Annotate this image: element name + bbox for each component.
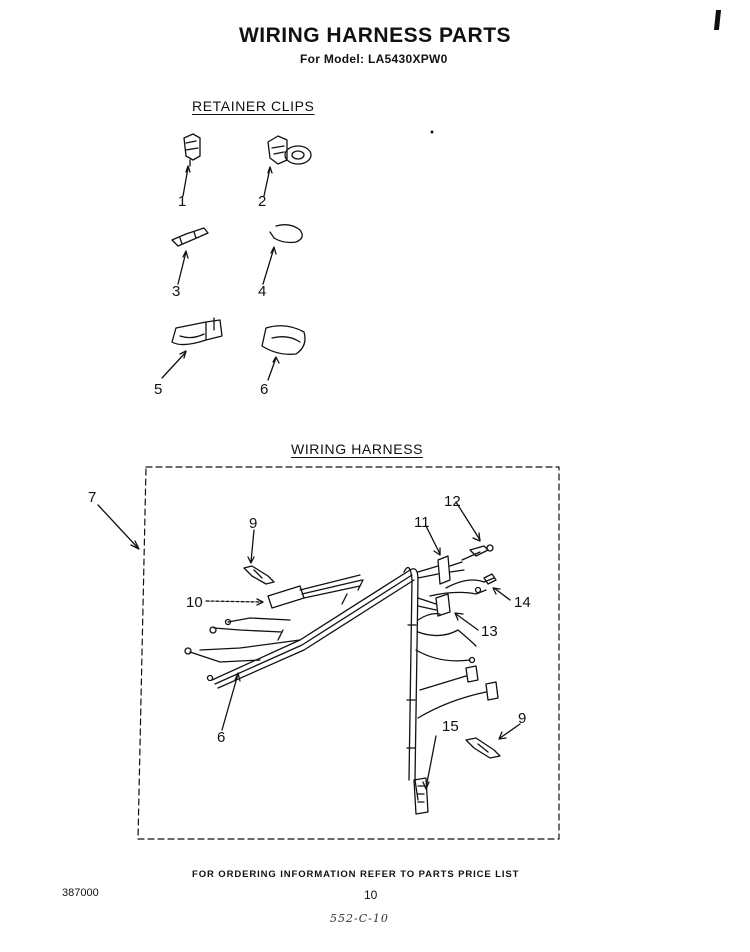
leader-clip-3	[178, 252, 186, 284]
harness-boundary	[138, 467, 559, 839]
leader-clip-5	[162, 352, 186, 378]
retainer-clip-3	[172, 228, 208, 246]
callout-13: 13	[481, 623, 498, 640]
harness-connector-mid	[418, 666, 498, 718]
callout-4: 4	[258, 283, 267, 300]
speck	[431, 131, 433, 133]
leader-10	[206, 601, 262, 602]
leader-9-bottom	[500, 724, 520, 738]
retainer-clip-2	[268, 136, 311, 164]
callout-5: 5	[154, 381, 163, 398]
model-subtitle: For Model: LA5430XPW0	[300, 52, 448, 66]
page-title: WIRING HARNESS PARTS	[238, 24, 512, 47]
terminal-9-top	[244, 566, 274, 584]
harness-connector-10	[268, 575, 362, 608]
page-number: 10	[364, 888, 378, 902]
callout-7: 7	[88, 489, 97, 506]
retainer-clip-1	[184, 134, 200, 166]
retainer-clips-heading: RETAINER CLIPS	[192, 98, 315, 114]
harness-connector-11	[418, 556, 464, 584]
callout-10: 10	[186, 594, 203, 611]
callout-14: 14	[514, 594, 531, 611]
callout-3: 3	[172, 283, 181, 300]
wiring-harness-heading: WIRING HARNESS	[291, 441, 424, 457]
leader-15	[426, 736, 436, 788]
callout-11: 11	[414, 514, 430, 531]
callout-6-harness: 6	[217, 729, 226, 746]
retainer-clip-6	[262, 326, 305, 355]
terminal-12	[462, 545, 493, 560]
terminal-9-bottom	[466, 738, 500, 758]
leader-13	[456, 614, 478, 630]
leader-clip-2	[264, 168, 270, 196]
callout-2: 2	[258, 193, 267, 210]
leader-clip-6	[268, 358, 276, 380]
retainer-clip-5	[172, 318, 222, 345]
callout-1: 1	[178, 193, 187, 210]
callout-12: 12	[444, 493, 461, 510]
callout-15: 15	[442, 718, 459, 735]
document-number: 387000	[62, 887, 99, 899]
retainer-clip-4	[270, 225, 302, 243]
handwritten-code: 552-C-10	[330, 912, 389, 925]
harness-connector-13	[416, 594, 476, 663]
callout-6: 6	[260, 381, 269, 398]
callout-9-top: 9	[249, 515, 258, 532]
callout-9-bottom: 9	[518, 710, 527, 727]
leader-clip-4	[263, 248, 274, 284]
leader-7	[98, 505, 138, 548]
ordering-note: FOR ORDERING INFORMATION REFER TO PARTS PRICE LIST	[192, 869, 520, 880]
harness-trunk	[185, 568, 418, 801]
